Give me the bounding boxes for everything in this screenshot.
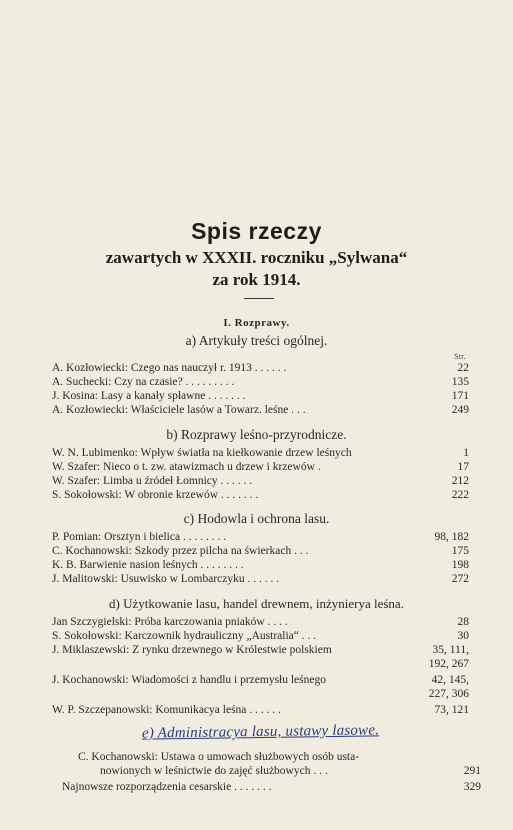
entry-pages: 98, 182 — [434, 531, 469, 543]
entry-pages: 175 — [451, 545, 469, 557]
toc-entry — [52, 629, 469, 643]
subtitle-line-1: zawartych w XXXII. roczniku „Sylwana“ — [105, 248, 408, 267]
entry-pages: 192, 267 — [428, 658, 469, 670]
toc-entry-continuation — [100, 764, 481, 778]
toc-entry — [52, 703, 469, 717]
entry-pages: 30 — [457, 630, 469, 642]
section-heading-b: b) Rozprawy leśno-przyrodnicze. — [166, 427, 347, 442]
entry-pages: 73, 121 — [434, 704, 469, 716]
page-column-label: Str. — [454, 351, 466, 361]
toc-entry — [52, 558, 469, 572]
entry-text: P. Pomian: Orsztyn i bielica . . . . . . . . — [52, 531, 227, 543]
entry-text: W. P. Szczepanowski: Komunikacya leśna . . . . . . — [52, 704, 281, 716]
toc-entry — [52, 488, 469, 502]
entry-text: W. N. Lubimenko: Wpływ światła na kiełkowanie drzew leśnych — [52, 447, 352, 459]
toc-entry — [52, 530, 469, 544]
entry-pages: 329 — [463, 781, 481, 793]
toc-entry-continuation — [52, 657, 469, 671]
entry-pages: 212 — [451, 475, 469, 487]
entry-pages: 1 — [463, 447, 469, 459]
entry-pages: 22 — [457, 362, 469, 374]
toc-entry-continuation — [52, 687, 469, 701]
toc-entry — [52, 572, 469, 586]
entry-text: Jan Szczygielski: Próba karczowania pniaków . . . . — [52, 616, 288, 628]
section-heading-e: e) Administracya lasu, ustawy lasowe. — [141, 722, 380, 742]
toc-entry — [78, 750, 469, 764]
toc-entry — [62, 780, 481, 794]
entry-text: J. Malitowski: Usuwisko w Lombarczyku . . . . . . — [52, 573, 280, 585]
toc-entry — [52, 389, 469, 403]
toc-entry — [52, 375, 469, 389]
subtitle-line-2: za rok 1914. — [212, 270, 301, 289]
entry-text: Najnowsze rozporządzenia cesarskie . . . . . . . — [62, 781, 272, 793]
toc-entry — [52, 460, 469, 474]
entry-pages: 198 — [451, 559, 469, 571]
toc-entry — [52, 544, 469, 558]
entry-text: J. Kosina: Lasy a kanały spławne . . . . . . . — [52, 390, 246, 402]
section-heading-c: c) Hodowla i ochrona lasu. — [183, 511, 330, 526]
entry-pages: 291 — [463, 765, 481, 777]
entry-text: W. Szafer: Nieco o t. zw. atawizmach u drzew i krzewów . — [52, 461, 321, 473]
entry-pages: 272 — [451, 573, 469, 585]
toc-entry — [52, 446, 469, 460]
title-divider — [244, 298, 274, 299]
toc-entry — [52, 673, 469, 687]
entry-pages: 227, 306 — [428, 688, 469, 700]
entry-text: A. Kozłowiecki: Czego nas nauczył r. 1913 . . . . . . — [52, 362, 287, 374]
entry-pages: 42, 145, — [431, 674, 469, 686]
page-title: Spis rzeczy — [191, 218, 322, 244]
entry-text: C. Kochanowski: Szkody przez pilcha na świerkach . . . — [52, 545, 309, 557]
entry-text: S. Sokołowski: W obronie krzewów . . . . . . . — [52, 489, 259, 501]
entry-pages: 135 — [451, 376, 469, 388]
entry-text: S. Sokołowski: Karczownik hydrauliczny „Australia“ . . . — [52, 630, 317, 642]
toc-entry — [52, 403, 469, 417]
entry-text: A. Suchecki: Czy na czasie? . . . . . . . . . — [52, 376, 235, 388]
section-heading-d: d) Użytkowanie lasu, handel drewnem, inżynierya leśna. — [109, 596, 404, 611]
entry-text: J. Kochanowski: Wiadomości z handlu i przemysłu leśnego — [52, 674, 326, 686]
entry-pages: 35, 111, — [432, 644, 469, 656]
entry-text: C. Kochanowski: Ustawa o umowach służbowych osób usta- — [78, 751, 360, 763]
entry-pages: 222 — [451, 489, 469, 501]
section-heading-a: a) Artykuły treści ogólnej. — [185, 333, 328, 348]
part-heading: I. Rozprawy. — [223, 317, 290, 329]
entry-text: K. B. Barwienie nasion leśnych . . . . . . . . — [52, 559, 244, 571]
toc-entry — [52, 615, 469, 629]
toc-entry — [52, 474, 469, 488]
toc-entry — [52, 643, 469, 657]
entry-text: A. Kozłowiecki: Właściciele lasów a Towarz. leśne . . . — [52, 404, 306, 416]
entry-text: J. Miklaszewski: Z rynku drzewnego w Królestwie polskiem — [52, 644, 332, 656]
toc-entry — [52, 361, 469, 375]
entry-pages: 249 — [451, 404, 469, 416]
entry-pages: 17 — [457, 461, 469, 473]
entry-text: nowionych w leśnictwie do zajęć służbowych . . . — [100, 765, 328, 777]
entry-pages: 171 — [451, 390, 469, 402]
entry-text: W. Szafer: Limba u źródeł Łomnicy . . . . . . — [52, 475, 253, 487]
entry-pages: 28 — [457, 616, 469, 628]
